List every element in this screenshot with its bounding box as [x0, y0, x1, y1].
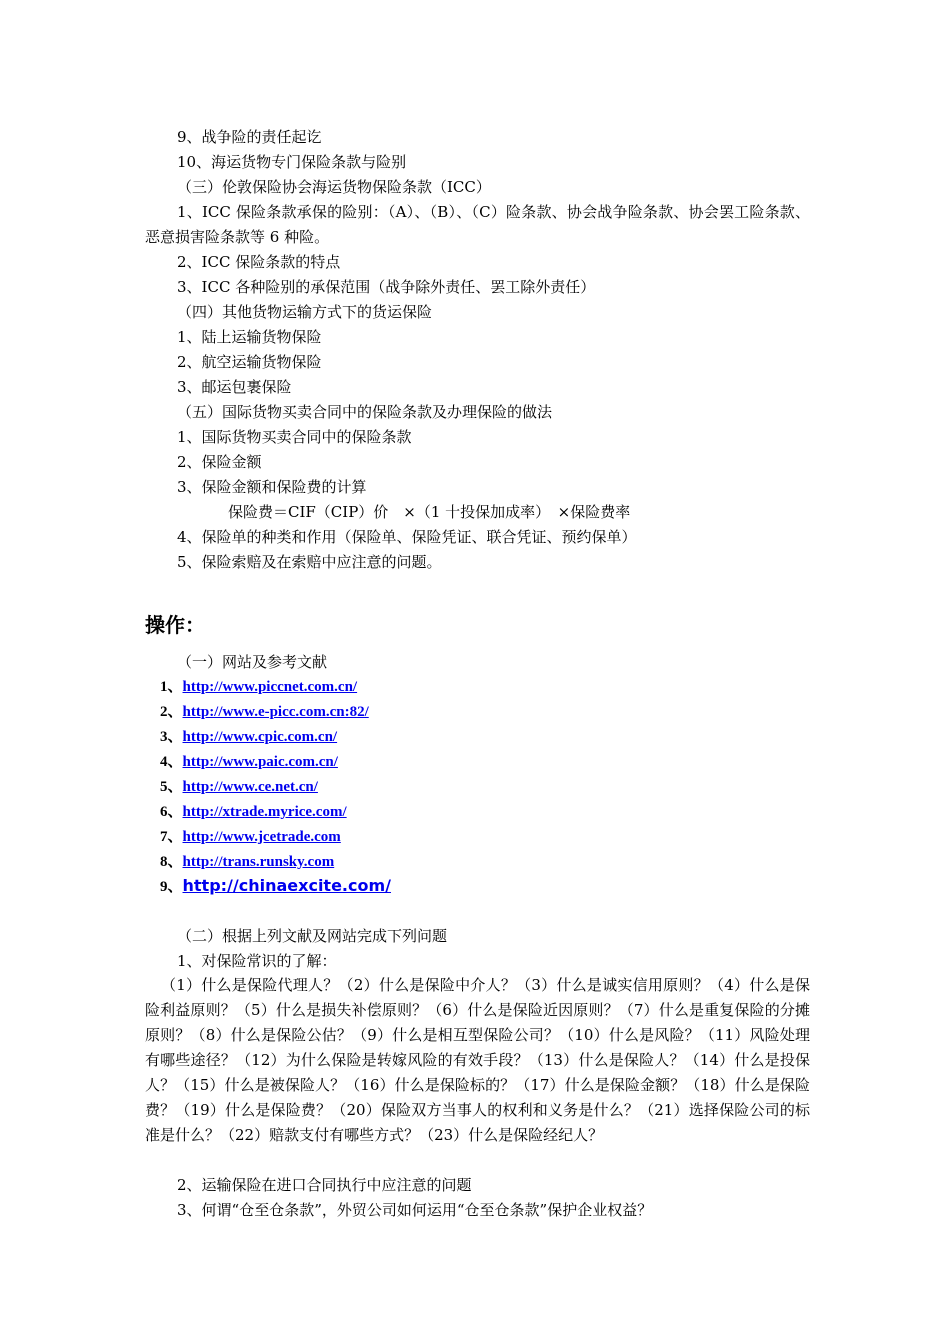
- question-title: 1、对保险常识的了解：: [177, 952, 337, 970]
- section-heading: （四）其他货物运输方式下的货运保险: [177, 303, 433, 321]
- question-paragraph: （1）什么是保险代理人？（2）什么是保险中介人？（3）什么是诚实信用原则？（4）什么是保险利益原则？（5）什么是损失补偿原则？（6）什么是保险近因原则？（7）什么是重复保险的分摊原则？（8）什么是保险公估？（9）什么是相互型保险公司？（10）什么是风险？（11）风险处理有哪些途径？（12）为什么保险是转嫁风险的有效手段？（13）什么是保险人？（14）什么是投保人？（15）什么是被保险人？（16）什么是保险标的？（17）什么是保险金额？（18）什么是保险费？（19）什么是保险费？（20）保险双方当事人的权利和义务是什么？（21）选择保险公司的标准是什么？（22）赔款支付有哪些方式？（23）什么是保险经纪人？: [145, 976, 810, 1144]
- text-line: 3、ICC 各种险别的承保范围（战争除外责任、罢工除外责任）: [177, 278, 596, 296]
- website-link[interactable]: http://www.cpic.com.cn/: [182, 729, 338, 745]
- text-line: 5、保险索赔及在索赔中应注意的问题。: [177, 553, 442, 571]
- text-line: 3、邮运包裹保险: [177, 378, 292, 396]
- website-link[interactable]: http://www.paic.com.cn/: [182, 754, 338, 770]
- link-item: [160, 852, 334, 872]
- link-item: [160, 677, 357, 697]
- link-number: 8、: [160, 854, 183, 870]
- link-number: 7、: [160, 829, 183, 845]
- link-number: 1、: [160, 679, 183, 695]
- link-item: [160, 702, 369, 722]
- link-number: 5、: [160, 779, 183, 795]
- question-line: 3、何谓“仓至仓条款”，外贸公司如何运用“仓至仓条款”保护企业权益？: [177, 1201, 653, 1219]
- question-line: 2、运输保险在进口合同执行中应注意的问题: [177, 1176, 472, 1194]
- link-number: 6、: [160, 804, 183, 820]
- link-item: [160, 802, 347, 822]
- link-item: [160, 777, 318, 797]
- website-link[interactable]: http://trans.runsky.com: [182, 854, 335, 870]
- link-item: [160, 752, 338, 772]
- text-line: 4、保险单的种类和作用（保险单、保险凭证、联合凭证、预约保单）: [177, 528, 637, 546]
- section-heading: （五）国际货物买卖合同中的保险条款及办理保险的做法: [177, 403, 553, 421]
- text-paragraph: 1、ICC 保险条款承保的险别：（A）、（B）、（C）险条款、协会战争险条款、协会罢工险条款、恶意损害险条款等 6 种险。: [145, 203, 810, 246]
- link-item: [160, 876, 391, 897]
- text-line: 2、ICC 保险条款的特点: [177, 253, 341, 271]
- section-heading: （二）根据上列文献及网站完成下列问题: [177, 927, 448, 945]
- operation-heading: 操作：: [145, 613, 205, 637]
- website-link[interactable]: http://www.e-picc.com.cn:82/: [182, 704, 369, 720]
- link-number: 3、: [160, 729, 183, 745]
- text-line: 9、战争险的责任起讫: [177, 128, 322, 146]
- website-link[interactable]: http://xtrade.myrice.com/: [182, 804, 347, 820]
- text-line: 1、陆上运输货物保险: [177, 328, 322, 346]
- text-line: 3、保险金额和保险费的计算: [177, 478, 367, 496]
- section-heading: （一）网站及参考文献: [177, 653, 328, 671]
- link-item: [160, 727, 337, 747]
- website-link[interactable]: http://chinaexcite.com/: [182, 876, 391, 895]
- link-number: 9、: [160, 879, 183, 895]
- formula-line: 保险费＝CIF（CIP）价 ×（1 十投保加成率） ×保险费率: [228, 503, 631, 521]
- website-link[interactable]: http://www.ce.net.cn/: [182, 779, 318, 795]
- link-item: [160, 827, 341, 847]
- link-number: 4、: [160, 754, 183, 770]
- text-line: 2、保险金额: [177, 453, 262, 471]
- section-heading: （三）伦敦保险协会海运货物保险条款（ICC）: [177, 178, 491, 196]
- website-link[interactable]: http://www.piccnet.com.cn/: [182, 679, 358, 695]
- website-link[interactable]: http://www.jcetrade.com: [182, 829, 341, 845]
- text-line: 2、航空运输货物保险: [177, 353, 322, 371]
- text-line: 1、国际货物买卖合同中的保险条款: [177, 428, 412, 446]
- link-number: 2、: [160, 704, 183, 720]
- text-line: 10、海运货物专门保险条款与险别: [177, 153, 407, 171]
